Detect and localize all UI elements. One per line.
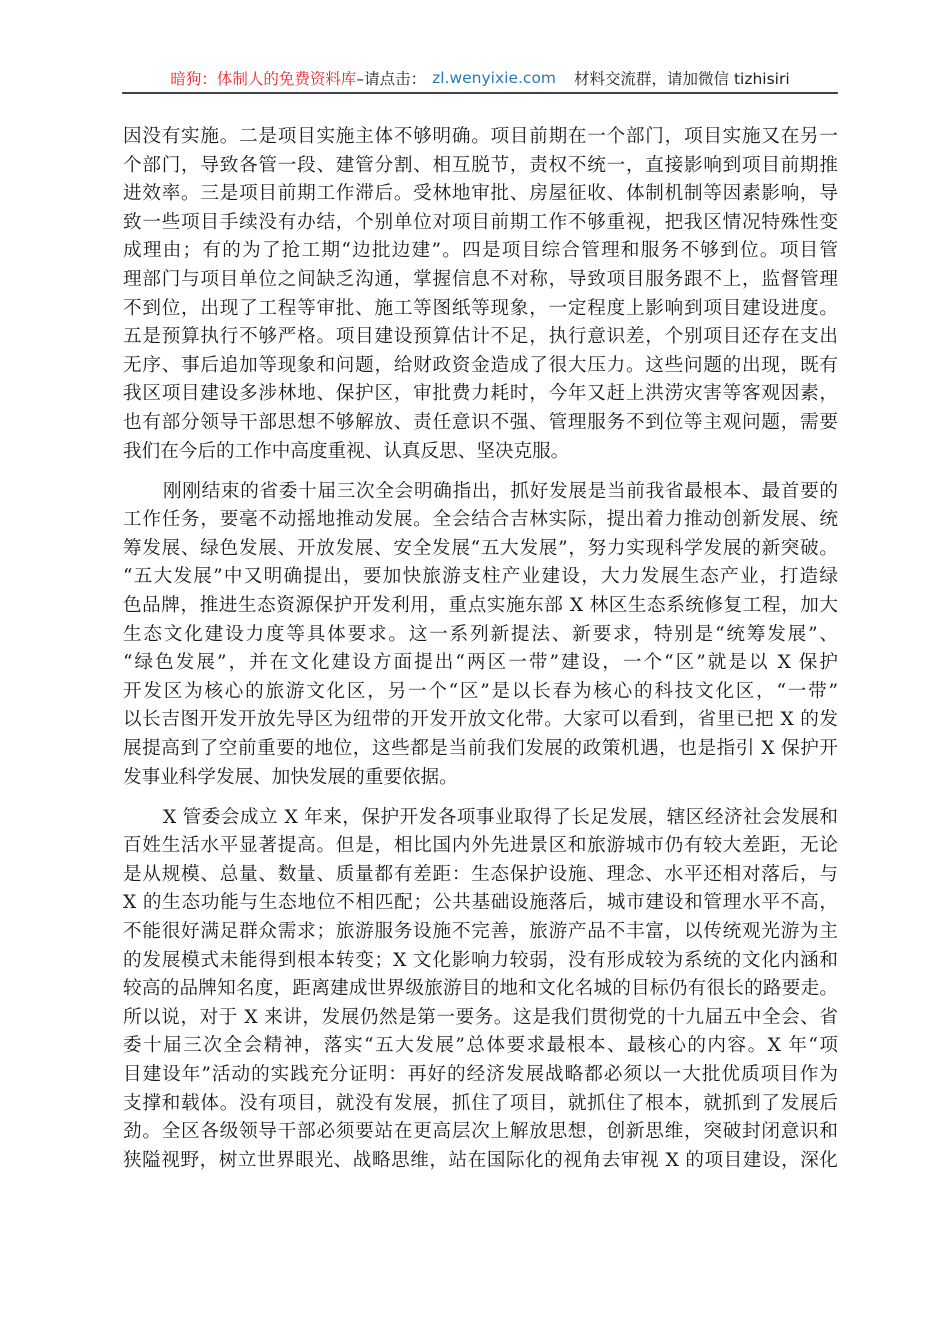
page-header — [122, 64, 838, 92]
text-line: 我区项目建设多涉林地、保护区，审批费力耗时，今年又赶上洪涝灾害等客观因素， — [123, 383, 838, 405]
text-line: 较高的品牌知名度，距离建成世界级旅游目的地和文化名城的目标仍有很长的路要走。 — [123, 978, 838, 1000]
text-line: 狭隘视野，树立世界眼光、战略思维，站在国际化的视角去审视 X 的项目建设，深化 — [123, 1149, 838, 1171]
header-click-label: –请点击： — [356, 70, 427, 88]
document-body — [123, 123, 838, 1187]
text-line: 是从规模、总量、数量、质量都有差距：生态保护设施、理念、水平还相对落后，与 — [123, 863, 838, 885]
text-line: 致一些项目手续没有办结，个别单位对项目前期工作不够重视，把我区情况特殊性变 — [123, 211, 838, 233]
text-line: 开发区为核心的旅游文化区，另一个“区”是以长春为核心的科技文化区，“一带” — [123, 680, 838, 702]
text-line: 委十届三次全会精神，落实“五大发展”总体要求最根本、最核心的内容。X 年“项 — [123, 1035, 838, 1057]
text-line: 劲。全区各级领导干部必须要站在更高层次上解放思想，创新思维，突破封闭意识和 — [123, 1121, 838, 1143]
paragraph — [123, 804, 838, 1176]
text-line: 百姓生活水平显著提高。但是，相比国内外先进景区和旅游城市仍有较大差距，无论 — [123, 835, 838, 857]
header-contact: 材料交流群，请加微信 tizhisiri — [574, 70, 790, 88]
text-line: 发事业科学发展、加快发展的重要依据。 — [123, 766, 458, 788]
text-line: 目建设年”活动的实践充分证明：再好的经济发展战略都必须以一大批优质项目作为 — [123, 1064, 838, 1085]
text-line: 理部门与项目单位之间缺乏沟通，掌握信息不对称，导致项目服务跟不上，监督管理 — [123, 268, 838, 290]
text-line: 生态文化建设力度等具体要求。这一系列新提法、新要求，特别是“统筹发展”、 — [123, 623, 838, 645]
text-line: 所以说，对于 X 来讲，发展仍然是第一要务。这是我们贯彻党的十九届五中全会、省 — [123, 1006, 838, 1028]
text-line: 以长吉图开发开放先导区为纽带的开发开放文化带。大家可以看到，省里已把 X 的发 — [123, 709, 838, 731]
paragraph — [123, 123, 838, 466]
text-line: 成理由；有的为了抢工期“边批边建”。四是项目综合管理和服务不够到位。项目管 — [123, 240, 838, 262]
text-line: 因没有实施。二是项目实施主体不够明确。项目前期在一个部门，项目实施又在另一 — [123, 126, 838, 147]
header-link[interactable]: zl.wenyixie.com — [432, 69, 557, 87]
text-line: 工作任务，要毫不动摇地推动发展。全会结合吉林实际，提出着力推动创新发展、统 — [123, 509, 838, 531]
text-line: “五大发展”中又明确提出，要加快旅游支柱产业建设，大力发展生态产业，打造绿 — [123, 566, 838, 588]
text-line: 展提高到了空前重要的地位，这些都是当前我们发展的政策机遇，也是指引 X 保护开 — [123, 737, 838, 759]
text-line: 五是预算执行不够严格。项目建设预算估计不足，执行意识差，个别项目还存在支出 — [123, 326, 838, 348]
text-line: X 管委会成立 X 年来，保护开发各项事业取得了长足发展，辖区经济社会发展和 — [163, 806, 838, 828]
text-line: 支撑和载体。没有项目，就没有发展，抓住了项目，就抓住了根本，就抓到了发展后 — [123, 1092, 838, 1114]
text-line: 也有部分领导干部思想不够解放、责任意识不强、管理服务不到位等主观问题，需要 — [123, 411, 838, 433]
text-line: 的发展模式未能得到根本转变；X 文化影响力较弱，没有形成较为系统的文化内涵和 — [123, 949, 838, 971]
text-line: 色品牌，推进生态资源保护开发利用，重点实施东部 X 林区生态系统修复工程，加大 — [123, 595, 838, 616]
text-line: “绿色发展”，并在文化建设方面提出“两区一带”建设，一个“区”就是以 X 保护 — [123, 652, 838, 674]
text-line: 刚刚结束的省委十届三次全会明确指出，抓好发展是当前我省最根本、最首要的 — [163, 480, 838, 502]
header-divider — [122, 92, 838, 94]
text-line: 筹发展、绿色发展、开放发展、安全发展“五大发展”，努力实现科学发展的新突破。 — [123, 537, 838, 559]
text-line: 个部门，导致各管一段、建管分割、相互脱节，责权不统一，直接影响到项目前期推 — [123, 154, 838, 176]
text-line: 不能很好满足群众需求；旅游服务设施不完善，旅游产品不丰富，以传统观光游为主 — [123, 921, 838, 943]
text-line: X 的生态功能与生态地位不相匹配；公共基础设施落后，城市建设和管理水平不高， — [123, 892, 838, 914]
paragraph — [123, 478, 838, 793]
text-line: 我们在今后的工作中高度重视、认真反思、坚决克服。 — [123, 440, 570, 462]
header-promo: 暗狗：体制人的免费资料库 — [170, 70, 357, 88]
text-line: 进效率。三是项目前期工作滞后。受林地审批、房屋征收、体制机制等因素影响，导 — [123, 183, 838, 205]
text-line: 无序、事后追加等现象和问题，给财政资金造成了很大压力。这些问题的出现，既有 — [123, 354, 838, 376]
text-line: 不到位，出现了工程等审批、施工等图纸等现象，一定程度上影响到项目建设进度。 — [123, 297, 838, 319]
